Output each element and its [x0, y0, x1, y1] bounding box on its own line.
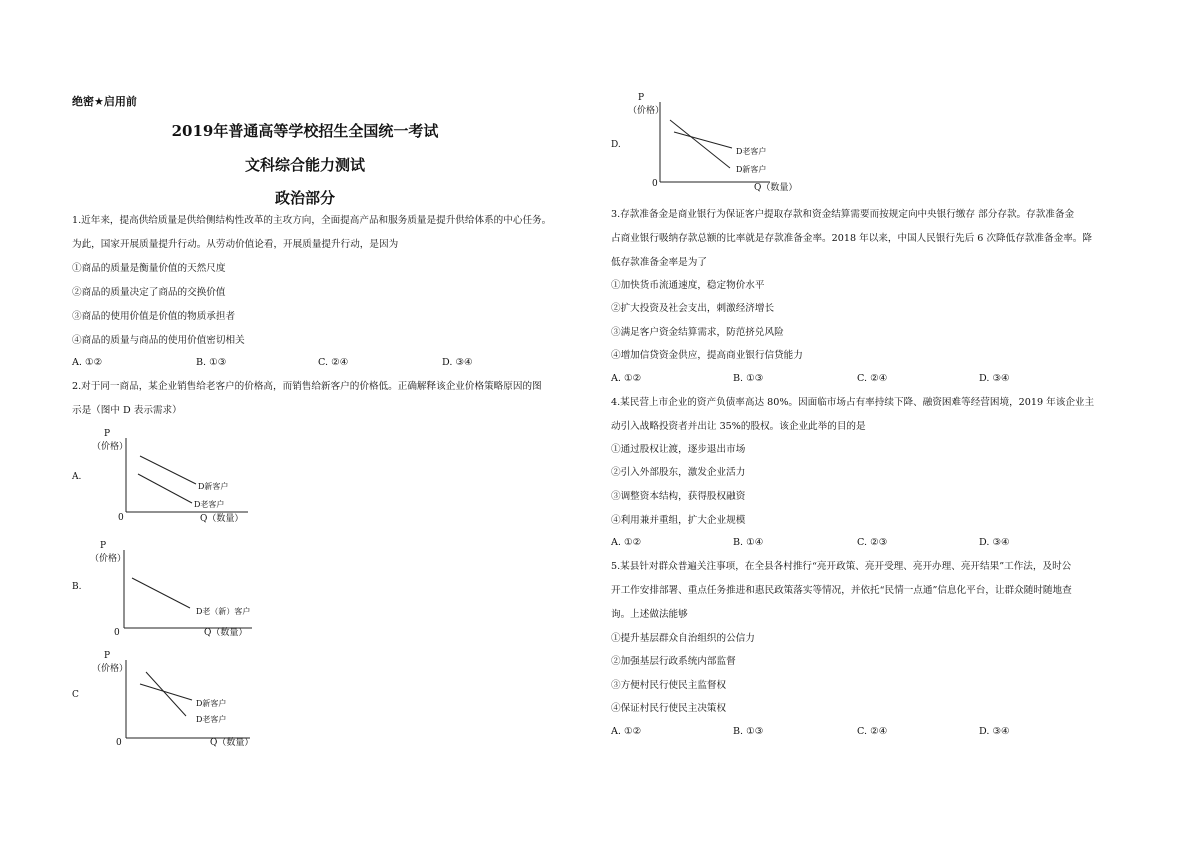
secret-mark: 绝密★启用前	[72, 95, 137, 108]
q3-option-d[interactable]: D. ③④	[979, 373, 1010, 384]
q5-option-d[interactable]: D. ③④	[979, 726, 1010, 737]
q5-item-4: ④保证村民行使民主决策权	[611, 703, 727, 714]
q5-stem-line1: 5.某县针对群众普遍关注事项，在全县各村推行“亮开政策、亮开受理、亮开办理、亮开结果”工作法，及时公	[611, 561, 1072, 572]
q3-options	[611, 373, 1071, 387]
axis-price-label: （价格）	[92, 442, 129, 452]
demand-curve-flat	[674, 132, 732, 148]
q1-item-4: ④商品的质量与商品的使用价值密切相关	[72, 335, 245, 346]
q3-option-c[interactable]: C. ②④	[857, 373, 888, 384]
q5-option-c[interactable]: C. ②④	[857, 726, 888, 737]
q3-stem-line2: 占商业银行吸纳存款总额的比率就是存款准备金率。2018 年以来，中国人民银行先后 6 次降低存款准备金率。降	[611, 233, 1092, 244]
q4-stem-line2: 动引入战略投资者并出让 35%的股权。该企业此举的目的是	[611, 421, 866, 432]
curve-label-upper: D老客户	[736, 147, 767, 156]
axis-p-label: P	[104, 429, 111, 439]
q3-item-3: ③满足客户资金结算需求，防范挤兑风险	[611, 327, 784, 338]
q2-graph-c	[88, 650, 278, 750]
q1-stem-line2: 为此，国家开展质量提升行动。从劳动价值论看，开展质量提升行动，是因为	[72, 239, 399, 250]
curve-label-lower: D老客户	[194, 500, 225, 509]
q2-stem-line2: 示是（图中 D 表示需求）	[72, 405, 182, 416]
q1-option-a[interactable]: A. ①②	[72, 357, 103, 368]
q1-options	[72, 357, 532, 371]
q2-graph-b	[88, 540, 278, 638]
q3-stem-line3: 低存款准备金率是为了	[611, 257, 707, 268]
q5-stem-line3: 询。上述做法能够	[611, 609, 688, 620]
q1-item-1: ①商品的质量是衡量价值的天然尺度	[72, 263, 226, 274]
q4-option-a[interactable]: A. ①②	[611, 537, 642, 548]
curve-label: D老（新）客户	[196, 607, 251, 616]
q3-item-2: ②扩大投资及社会支出，刺激经济增长	[611, 303, 775, 314]
q1-option-d[interactable]: D. ③④	[442, 357, 473, 368]
demand-curve-flat	[140, 684, 192, 700]
axis-q-label: Q（数量）	[200, 514, 244, 524]
origin-label: 0	[652, 179, 658, 189]
origin-label: 0	[118, 513, 124, 523]
q3-stem-line1: 3.存款准备金是商业银行为保证客户提取存款和资金结算需要而按规定向中央银行缴存 部分存款。存款准备金	[611, 209, 1075, 220]
q4-item-2: ②引入外部股东，激发企业活力	[611, 467, 746, 478]
q2-graph-a	[88, 430, 278, 525]
origin-label: 0	[116, 738, 122, 748]
axis-p-label: P	[638, 93, 645, 103]
q5-stem-line2: 开工作安排部署、重点任务推进和惠民政策落实等情况，并依托“民情一点通”信息化平台，让群众随时随地查	[611, 585, 1072, 596]
q2-option-d-label[interactable]: D.	[611, 140, 621, 150]
q5-item-1: ①提升基层群众自治组织的公信力	[611, 633, 755, 644]
demand-curve	[132, 578, 190, 608]
q2-option-a-label[interactable]: A.	[72, 472, 82, 482]
q1-option-c[interactable]: C. ②④	[318, 357, 349, 368]
exam-subtitle: 文科综合能力测试	[244, 156, 365, 174]
q1-item-2: ②商品的质量决定了商品的交换价值	[72, 287, 226, 298]
q5-options	[611, 726, 1071, 740]
q2-stem-line1: 2.对于同一商品，某企业销售给老客户的价格高，而销售给新客户的价格低。正确解释该企业价格策略原因的图	[72, 381, 542, 392]
q4-options	[611, 537, 1071, 551]
q5-option-b[interactable]: B. ①③	[733, 726, 764, 737]
axis-q-label: Q（数量）	[210, 738, 254, 748]
q3-item-1: ①加快货币流通速度，稳定物价水平	[611, 280, 765, 291]
q5-item-3: ③方便村民行使民主监督权	[611, 680, 727, 691]
q4-option-d[interactable]: D. ③④	[979, 537, 1010, 548]
q4-item-4: ④利用兼并重组，扩大企业规模	[611, 515, 746, 526]
q3-option-b[interactable]: B. ①③	[733, 373, 764, 384]
axis-price-label: （价格）	[92, 664, 129, 674]
q5-option-a[interactable]: A. ①②	[611, 726, 642, 737]
demand-curve-steep	[670, 120, 730, 168]
axis-q-label: Q（数量）	[754, 183, 798, 193]
q4-item-3: ③调整资本结构，获得股权融资	[611, 491, 746, 502]
q3-option-a[interactable]: A. ①②	[611, 373, 642, 384]
axis-price-label: （价格）	[628, 106, 665, 116]
q2-option-b-label[interactable]: B.	[72, 582, 82, 592]
curve-label-lower: D老客户	[196, 715, 227, 724]
section-title: 政治部分	[274, 189, 335, 207]
q4-stem-line1: 4.某民营上市企业的资产负债率高达 80%。因面临市场占有率持续下降、融资困难等经营困境，2019 年该企业主	[611, 397, 1095, 408]
axis-price-label: （价格）	[90, 554, 127, 564]
exam-title: 2019年普通高等学校招生全国统一考试	[171, 122, 439, 140]
q4-option-c[interactable]: C. ②③	[857, 537, 888, 548]
q5-item-2: ②加强基层行政系统内部监督	[611, 656, 736, 667]
curve-label-upper: D新客户	[196, 699, 227, 708]
q3-item-4: ④增加信贷资金供应，提高商业银行信贷能力	[611, 350, 803, 361]
axis-p-label: P	[104, 651, 111, 661]
q1-option-b[interactable]: B. ①③	[196, 357, 227, 368]
axis-q-label: Q（数量）	[204, 628, 248, 638]
q4-option-b[interactable]: B. ①④	[733, 537, 764, 548]
curve-label-upper: D新客户	[198, 482, 229, 491]
curve-label-lower: D新客户	[736, 165, 767, 174]
q2-option-c-label[interactable]: C	[72, 690, 79, 700]
q1-item-3: ③商品的使用价值是价值的物质承担者	[72, 311, 236, 322]
demand-curve-steep	[146, 672, 186, 716]
q4-item-1: ①通过股权让渡，逐步退出市场	[611, 444, 746, 455]
origin-label: 0	[114, 628, 120, 638]
q2-graph-d	[622, 92, 832, 194]
axis-p-label: P	[100, 541, 107, 551]
q1-stem-line1: 1.近年来，提高供给质量是供给侧结构性改革的主攻方向，全面提高产品和服务质量是提升供给体系的中心任务。	[72, 215, 552, 226]
